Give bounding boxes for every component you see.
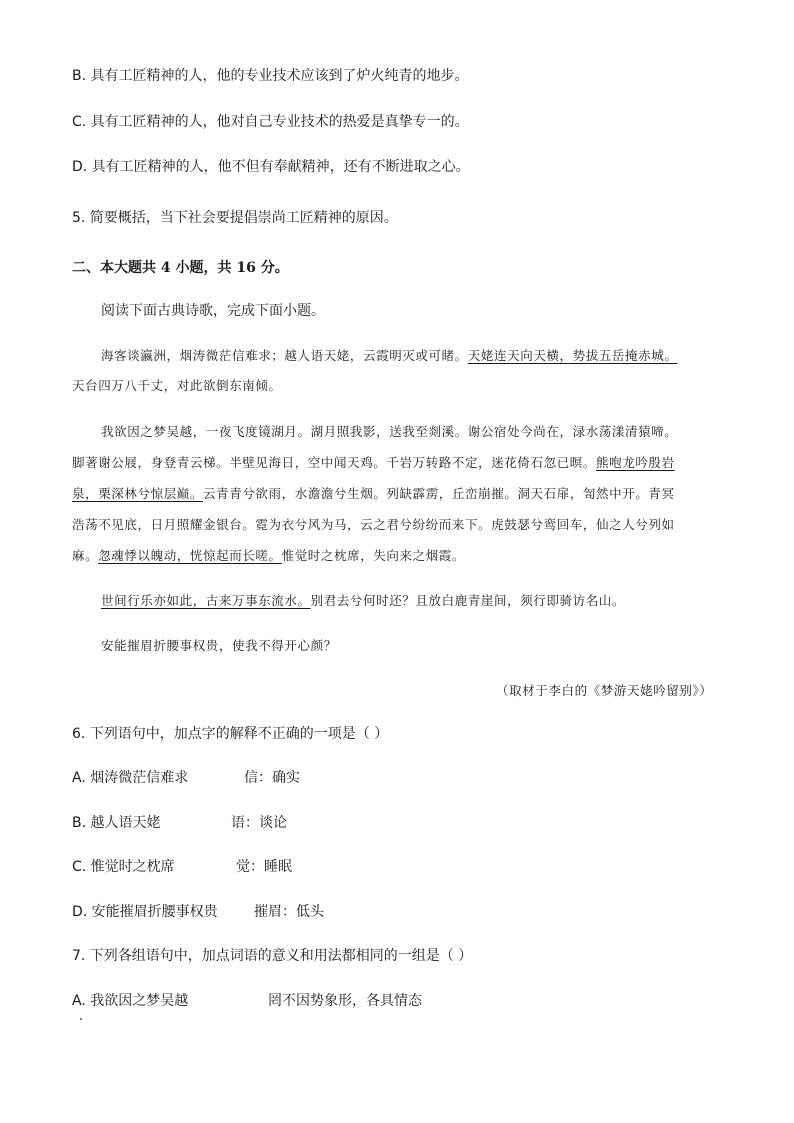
- poem-underlined-text: 熊咆龙吟殷岩: [596, 455, 675, 470]
- q7-option-label: A. 我欲因之梦吴越: [72, 993, 189, 1009]
- poem-text: 海客谈瀛洲，烟涛微茫信难求；越人语天姥，云霞明灭或可睹。: [101, 348, 468, 363]
- poem-source: （取材于李白的《梦游天姥吟留别》）: [496, 683, 713, 698]
- poem-line: 天台四万八千丈，对此欲倒东南倾。: [72, 378, 282, 393]
- q6-option-b: [72, 814, 287, 832]
- poem-underlined-text: 世间行乐亦如此，古来万事东流水。: [101, 593, 311, 608]
- q6-option-gloss: 觉：睡眠: [236, 859, 292, 875]
- poem-line: 我欲因之梦吴越，一夜飞度镜湖月。湖月照我影，送我至剡溪。谢公宿处今尚在，渌水荡漾清猿啼。: [101, 424, 678, 439]
- q6-option-label: B. 越人语天姥: [72, 815, 161, 831]
- stray-mark: [80, 1018, 82, 1020]
- q6-option-c: [72, 858, 292, 876]
- section-2-heading: 二、本大题共 4 小题，共 16 分。: [72, 260, 289, 276]
- question-7-stem: 7. 下列各组语句中，加点词语的意义和用法都相同的一组是（ ）: [72, 948, 473, 964]
- poem-text: 惟觉时之枕席，失向来之烟霞。: [281, 548, 466, 563]
- question-5: 5. 简要概括，当下社会要提倡崇尚工匠精神的原因。: [72, 210, 398, 226]
- q6-option-d: [72, 903, 324, 921]
- poem-text: 云青青兮欲雨，水澹澹兮生烟。列缺霹雳，丘峦崩摧。洞天石扉，訇然中开。青冥: [203, 486, 675, 501]
- poem-line: [101, 347, 677, 365]
- question-6-stem: 6. 下列语句中，加点字的解释不正确的一项是（ ）: [72, 726, 389, 742]
- option-b-q4: B. 具有工匠精神的人，他的专业技术应该到了炉火纯青的地步。: [72, 68, 469, 84]
- section-2-instruction: 阅读下面古典诗歌，完成下面小题。: [101, 303, 325, 319]
- q7-option-a: [72, 992, 422, 1010]
- poem-line: [101, 592, 625, 610]
- poem-line: [72, 547, 465, 565]
- poem-underlined-text: 忽魂悸以魄动，恍惊起而长嗟。: [98, 548, 282, 563]
- option-d-q4: D. 具有工匠精神的人，他不但有奉献精神，还有不断进取之心。: [72, 159, 470, 175]
- q6-option-gloss: 摧眉：低头: [254, 904, 324, 920]
- q6-option-gloss: 信：确实: [244, 770, 300, 786]
- poem-line: 安能摧眉折腰事权贵，使我不得开心颜？: [101, 638, 337, 653]
- poem-text: 麻。: [72, 548, 99, 563]
- q6-option-label: D. 安能摧眉折腰事权贵: [72, 904, 218, 920]
- poem-underlined-text: 泉，栗深林兮惊层巅。: [72, 486, 204, 501]
- poem-underlined-text: 天姥连天向天横，势拔五岳掩赤城。: [467, 348, 678, 363]
- q6-option-a: [72, 769, 300, 787]
- q6-option-gloss: 语：谈论: [231, 815, 287, 831]
- poem-line: [72, 485, 675, 503]
- q6-option-label: A. 烟涛微茫信难求: [72, 770, 189, 786]
- poem-line: [72, 454, 675, 472]
- poem-line: 浩荡不见底，日月照耀金银台。霓为衣兮风为马，云之君兮纷纷而来下。虎鼓瑟兮鸾回车，仙之人兮列如: [72, 517, 675, 532]
- poem-text: 脚著谢公屐，身登青云梯。半壁见海日，空中闻天鸡。千岩万转路不定，迷花倚石忽已暝。: [72, 455, 597, 470]
- poem-text: 别君去兮何时还？且放白鹿青崖间，须行即骑访名山。: [310, 593, 626, 608]
- q6-option-label: C. 惟觉时之枕席: [72, 859, 175, 875]
- option-c-q4: C. 具有工匠精神的人，他对自己专业技术的热爱是真挚专一的。: [72, 114, 469, 130]
- q7-option-gloss: 罔不因势象形，各具情态: [268, 993, 422, 1009]
